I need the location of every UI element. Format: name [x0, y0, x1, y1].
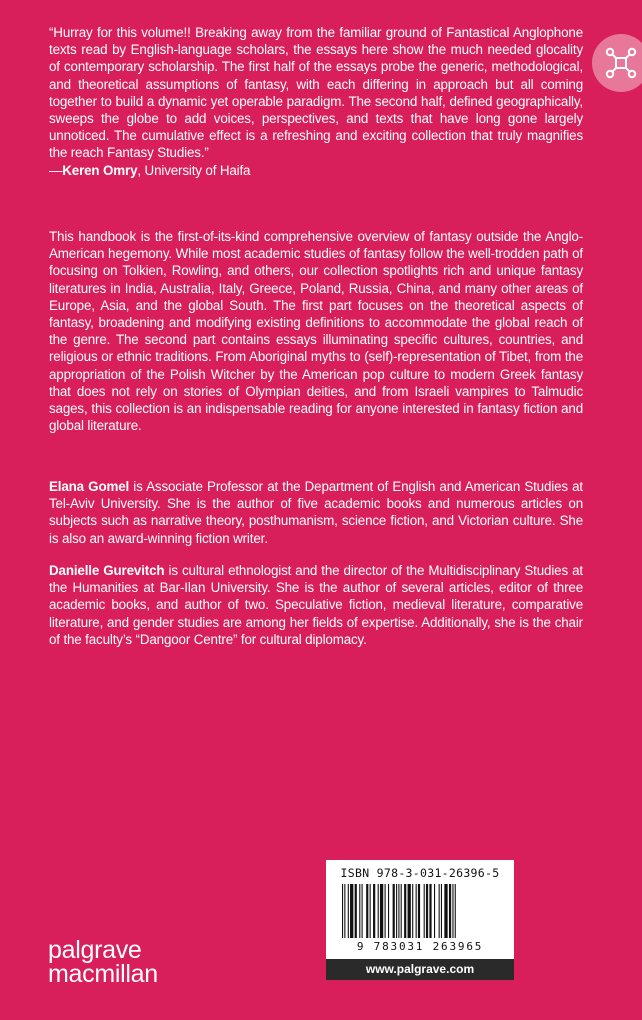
description-text: This handbook is the first-of-its-kind comprehensive overview of fantasy outside the Anglo-American hegemony. While most academic studies of fantasy follow the well-trodden path of focusing on Tolkien, Rowling, and others, our collection spotlights rich and unique fantasy literatures in India, Australia, Italy, Greece, Poland, Russia, China, and many other areas of Europe, Asia, and the global South. The first part focuses on the theoretical aspects of fantasy, broadening and modifying existing definitions to accommodate the global reach of the genre. The second part contains essays illuminating specific cultures, countries, and religious or ethnic traditions. From Aboriginal myths to (self)-representation of Tibet, from the appropriation of the Polish Witcher by the American pop culture to modern Greek fantasy that does not rely on stories of Olympian deities, and from Israeli vampires to Talmudic sages, this collection is an indispensable reading for anyone interested in fantasy fiction and global literature.	[49, 229, 583, 434]
quote-attribution	[49, 162, 583, 179]
publisher-logo-line1: palgrave	[48, 936, 142, 964]
author-bio-text: is Associate Professor at the Department of English and American Studies at Tel-Aviv University. She is the author of five academic books and numerous articles on subjects such as narrative theory, posthumanism, science fiction, and Victorian culture. She is also an award-winning fiction writer.	[49, 479, 584, 546]
isbn-barcode	[326, 860, 514, 980]
network-nodes-icon	[604, 46, 638, 80]
quote-text: “Hurray for this volume!! Breaking away from the familiar ground of Fantastical Anglophone texts read by English-language scholars, the essays here show the much needed glocality of contemporary scholarship. The first half of the essays probe the generic, methodological, and theoretical assumptions of fantasy, with each differing in approach but all coming together to build a dynamic yet operable paradigm. The second half, defined geographically, sweeps the globe to add voices, perspectives, and texts that have long gone largely unnoticed. The cumulative effect is a refreshing and exciting collection that truly magnifies the reach Fantasy Studies.”	[49, 25, 583, 161]
endorsement-quote	[49, 24, 583, 179]
book-description	[49, 228, 583, 434]
barcode-icon	[340, 884, 500, 940]
isbn-label: ISBN 978-3-031-26396-5	[340, 866, 500, 880]
barcode-digits: 9 783031 263965	[356, 940, 484, 953]
author-bio-2	[49, 562, 583, 648]
publisher-logo-line2: macmillan	[48, 960, 158, 988]
author-name: Danielle Gurevitch	[49, 563, 165, 578]
author-name: Elana Gomel	[49, 479, 130, 494]
author-bio-text: is cultural ethnologist and the director of the Multidisciplinary Studies at the Humanities at Bar-Ilan University. She is the author of several articles, editor of three academic books, and author of two. Speculative fiction, medieval literature, comparative literature, and gender studies are among her fields of expertise. Additionally, she is the chair of the faculty’s “Dangoor Centre” for cultural diplomacy.	[49, 563, 583, 647]
author-bio-1	[49, 478, 583, 547]
quote-author-name: Keren Omry	[62, 162, 138, 178]
publisher-logo	[48, 938, 158, 986]
attribution-dash: —	[49, 162, 63, 178]
publisher-url[interactable]: www.palgrave.com	[326, 959, 514, 980]
quote-author-affiliation: , University of Haifa	[137, 162, 251, 178]
series-badge	[592, 34, 642, 92]
